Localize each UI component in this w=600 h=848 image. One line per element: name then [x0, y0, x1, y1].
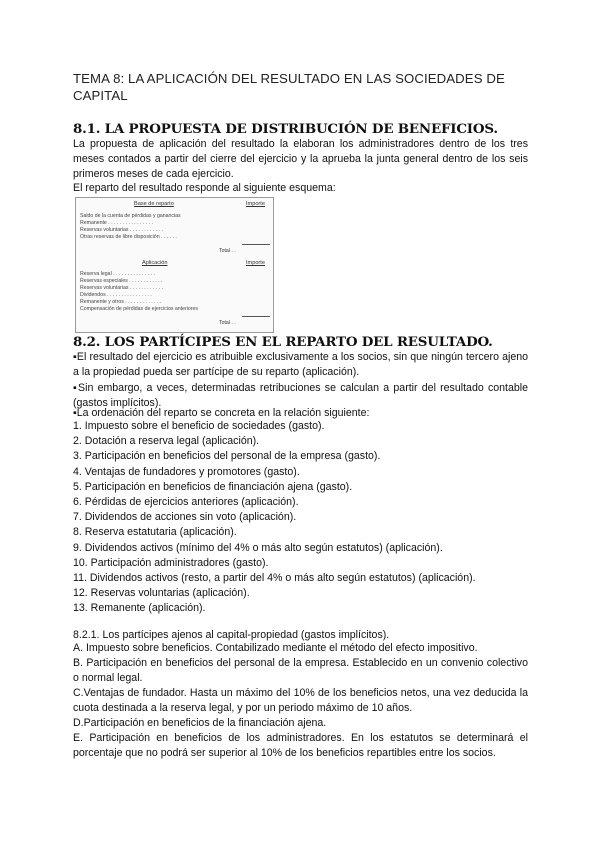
scheme-intro: El reparto del resultado responde al siguiente esquema:: [73, 182, 336, 194]
list-item: 5. Participación en beneficios de financiación ajena (gasto).: [73, 480, 353, 493]
item-a: A. Impuesto sobre beneficios. Contabilizado mediante el método del efecto impositivo.: [73, 642, 478, 654]
scheme-row: Reservas voluntarias . . . . . . . . . . . .: [80, 227, 164, 233]
scheme-header-importe-2: Importe: [246, 260, 265, 266]
scheme-total-rule: [242, 244, 270, 245]
scheme-total-2: Total . .: [219, 320, 236, 326]
document-title: TEMA 8: LA APLICACIÓN DEL RESULTADO EN LAS SOCIEDADES DE CAPITAL: [73, 71, 505, 103]
list-item: 3. Participación en beneficios del personal de la empresa (gasto).: [73, 450, 381, 463]
item-d: D.Participación en beneficios de la financiación ajena.: [73, 717, 327, 729]
scheme-row: Reservas voluntarias . . . . . . . . . . . .: [80, 285, 164, 291]
scheme-total-rule: [242, 316, 270, 317]
scheme-row: Saldo de la cuenta de pérdidas y ganancias: [80, 213, 181, 219]
section-8-2-bullet-1: ▪El resultado del ejercicio es atribuible exclusivamente a los socios, sin que ningún tercero ajeno a la propiedad pueda ser partícipe de su reparto (aplicación).: [73, 351, 528, 379]
scheme-row: Reservas especiales . . . . . . . . . . . .: [80, 278, 163, 284]
list-item: 8. Reserva estatutaria (aplicación).: [73, 526, 237, 539]
section-8-1-paragraph: La propuesta de aplicación del resultado la elaboran los administradores dentro de los tres meses contados a partir del cierre del ejercicio y la aprueba la junta general dentro de los seis primeros meses de cada ejercicio.: [73, 138, 528, 181]
scheme-header-base: Base de reparto: [134, 201, 174, 207]
item-c: C.Ventajas de fundador. Hasta un máximo del 10% de los beneficios netos, una vez deducida la cuota destinada a la reserva legal, y por un periodo máximo de 10 años.: [73, 687, 528, 715]
section-8-2-bullet-3: ▪La ordenación del reparto se concreta en la relación siguiente:: [73, 407, 370, 419]
scheme-row: Dividendos . . . . . . . . . . . . . . . .: [80, 292, 152, 298]
list-item: 1. Impuesto sobre el beneficio de sociedades (gasto).: [73, 420, 325, 432]
list-item: 13. Remanente (aplicación).: [73, 602, 206, 615]
scheme-total-1: Total . .: [219, 248, 236, 254]
list-item: 6. Pérdidas de ejercicios anteriores (aplicación).: [73, 496, 299, 509]
scheme-row: Remanente y otros . . . . . . . . . . . . .: [80, 299, 162, 305]
distribution-order-list: [73, 419, 476, 617]
list-item: 11. Dividendos activos (resto, a partir del 4% o más alto según estatutos) (aplicación).: [73, 572, 476, 585]
subsection-heading-8-2-1: 8.2.1. Los partícipes ajenos al capital-propiedad (gastos implícitos).: [73, 629, 390, 641]
item-e: E. Participación en beneficios de los administradores. En los estatutos se determinará el porcentaje que no podrá ser superior al 10% de los beneficios repartibles entre los socios.: [73, 732, 528, 760]
scheme-header-aplicacion: Aplicación: [142, 260, 168, 266]
section-heading-8-1: 8.1. LA PROPUESTA DE DISTRIBUCIÓN DE BENEFICIOS.: [73, 121, 498, 137]
section-heading-8-2: 8.2. LOS PARTÍCIPES EN EL REPARTO DEL RESULTADO.: [73, 334, 493, 350]
scheme-row: Otras reservas de libre disposición . . . . . .: [80, 234, 177, 240]
scheme-row: Reserva legal . . . . . . . . . . . . . . .: [80, 271, 155, 277]
list-item: 2. Dotación a reserva legal (aplicación).: [73, 435, 260, 448]
list-item: 7. Dividendos de acciones sin voto (aplicación).: [73, 511, 297, 524]
list-item: 10. Participación administradores (gasto).: [73, 556, 269, 569]
list-item: 4. Ventajas de fundadores y promotores (gasto).: [73, 465, 300, 478]
scheme-row: Remanente . . . . . . . . . . . . . . . .: [80, 220, 153, 226]
list-item: 12. Reservas voluntarias (aplicación).: [73, 587, 250, 600]
distribution-scheme-table: [75, 197, 274, 333]
item-b: B. Participación en beneficios del personal de la empresa. Establecido en un convenio colectivo o normal legal.: [73, 657, 528, 685]
list-item: 9. Dividendos activos (mínimo del 4% o más alto según estatutos) (aplicación).: [73, 541, 443, 554]
section-8-2-bullet-2: ▪Sin embargo, a veces, determinadas retribuciones se calculan a partir del resultado contable (gastos implícitos).: [73, 382, 528, 410]
scheme-header-importe-1: Importe: [246, 201, 265, 207]
scheme-row: Compensación de pérdidas de ejercicios anteriores: [80, 306, 198, 312]
